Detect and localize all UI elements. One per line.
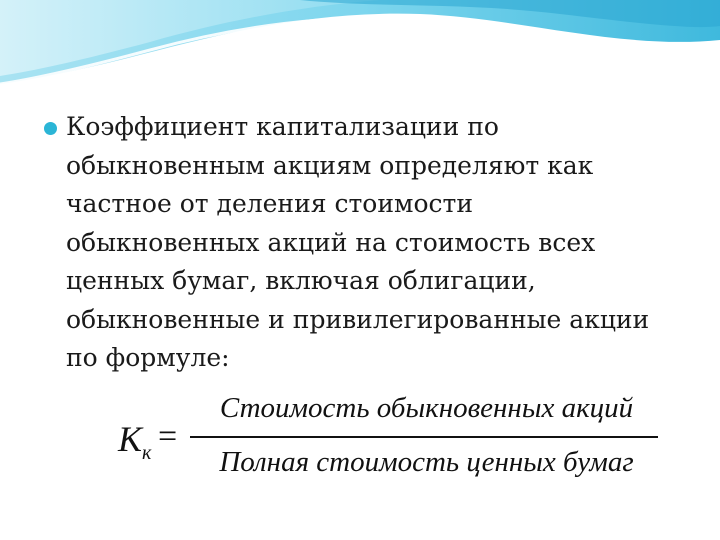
fraction-bar [190, 436, 658, 438]
bullet-dot-icon [44, 122, 57, 135]
formula-lhs-subscript: к [142, 442, 152, 465]
formula-denominator: Полная стоимость ценных бумаг [219, 446, 634, 478]
formula-equals-sign: = [158, 418, 178, 455]
capitalization-formula [118, 392, 678, 492]
bullet-item [44, 108, 684, 378]
formula-lhs-symbol: K [118, 419, 143, 459]
formula-lhs [118, 418, 151, 465]
formula-numerator: Стоимость обыкновенных акций [219, 392, 634, 424]
bullet-text: Коэффициент капитализации по обыкновенным акциям определяют как частное от деления стоимости обыкновенных акций на стоимость всех ценных бумаг, включая облигации, обыкновенные и привилегированные акции по формуле: [66, 112, 650, 372]
header-wave-decoration [0, 0, 720, 90]
